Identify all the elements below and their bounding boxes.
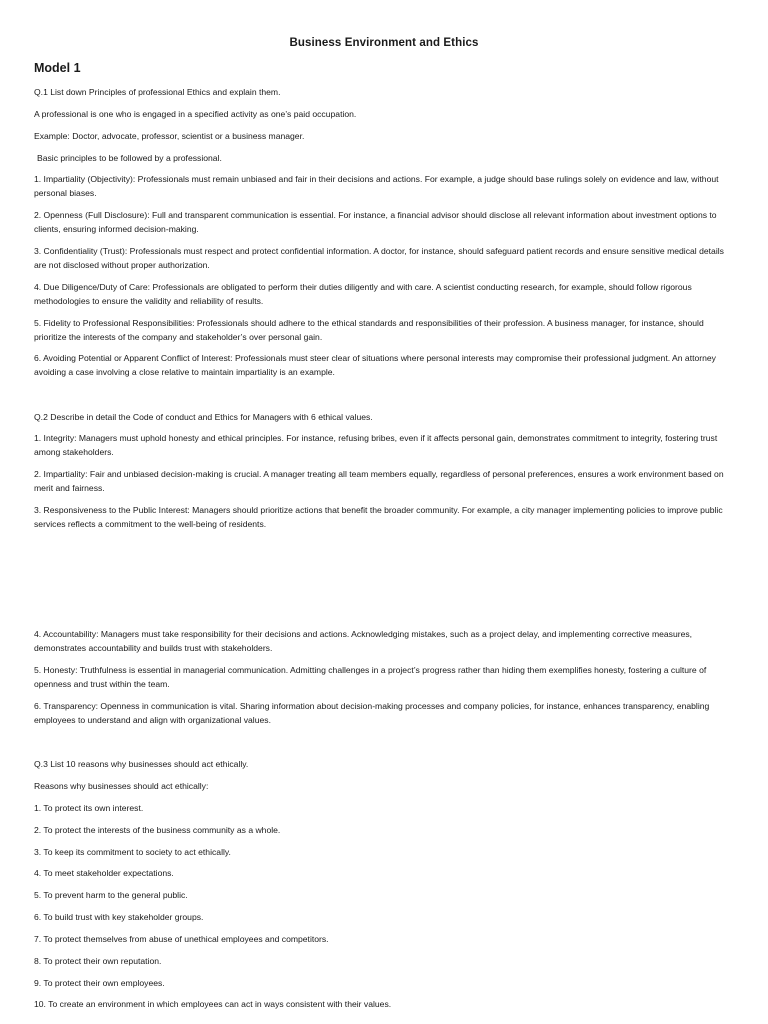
q2-item: 1. Integrity: Managers must uphold honesty and ethical principles. For instance, refusing bribes, even if it affects personal gain, demonstrates commitment to integrity, fostering trust among stakeholders. — [34, 433, 718, 457]
q2-item: 2. Impartiality: Fair and unbiased decision-making is crucial. A manager treating all team members equally, regardless of personal preferences, ensures a work environment based on merit and fairness. — [34, 469, 724, 493]
q3-item: 10. To create an environment in which employees can act in ways consistent with their values. — [34, 999, 392, 1009]
q1-intro: Basic principles to be followed by a professional. — [37, 153, 222, 163]
q3-question: Q.3 List 10 reasons why businesses should act ethically. — [34, 759, 249, 769]
q3-item: 6. To build trust with key stakeholder groups. — [34, 912, 204, 922]
document-title: Business Environment and Ethics — [289, 37, 479, 49]
q3-item: 9. To protect their own employees. — [34, 978, 165, 988]
q3-item: 2. To protect the interests of the business community as a whole. — [34, 825, 281, 835]
q1-item: 5. Fidelity to Professional Responsibilities: Professionals should adhere to the ethical standards and responsibilities of their profession. A business manager, for instance, should prioritize the interests of the company and stakeholder’s over personal gain. — [34, 318, 704, 342]
q3-item: 8. To protect their own reputation. — [34, 956, 162, 966]
q1-item: 2. Openness (Full Disclosure): Full and transparent communication is essential. For instance, a financial advisor should disclose all relevant information about investment options to clients, ensuring informed decision-making. — [34, 210, 717, 234]
model-heading: Model 1 — [34, 61, 81, 75]
q1-question: Q.1 List down Principles of professional Ethics and explain them. — [34, 87, 281, 97]
q2-item: 3. Responsiveness to the Public Interest: Managers should prioritize actions that benefit the broader community. For example, a city manager implementing policies to improve public services reflects a commitment to the well-being of residents. — [34, 505, 723, 529]
q3-item: 1. To protect its own interest. — [34, 803, 144, 813]
q1-item: 3. Confidentiality (Trust): Professionals must respect and protect confidential information. A doctor, for instance, should safeguard patient records and ensure sensitive medical details are not disclosed without proper authorization. — [34, 246, 724, 270]
q3-item: 4. To meet stakeholder expectations. — [34, 868, 174, 878]
q1-definition: A professional is one who is engaged in a specified activity as one’s paid occupation. — [34, 109, 357, 119]
q3-item: 7. To protect themselves from abuse of unethical employees and competitors. — [34, 934, 329, 944]
q3-item: 5. To prevent harm to the general public. — [34, 890, 188, 900]
q1-item: 6. Avoiding Potential or Apparent Conflict of Interest: Professionals must steer clear of situations where personal interests may compromise their professional judgment. An attorney avoiding a case involving a close relative to maintain impartiality is an example. — [34, 353, 716, 377]
q1-example: Example: Doctor, advocate, professor, scientist or a business manager. — [34, 131, 305, 141]
q1-item: 4. Due Diligence/Duty of Care: Professionals are obligated to perform their duties diligently and with care. A scientist conducting research, for example, should follow rigorous methodologies to ensure the validity and reliability of results. — [34, 282, 692, 306]
q3-intro: Reasons why businesses should act ethically: — [34, 781, 209, 791]
q1-item: 1. Impartiality (Objectivity): Professionals must remain unbiased and fair in their decisions and actions. For example, a judge should base rulings solely on evidence and law, without personal biases. — [34, 174, 719, 198]
q2-question: Q.2 Describe in detail the Code of conduct and Ethics for Managers with 6 ethical values. — [34, 412, 373, 422]
q3-item: 3. To keep its commitment to society to act ethically. — [34, 847, 231, 857]
q2-item: 4. Accountability: Managers must take responsibility for their decisions and actions. Acknowledging mistakes, such as a project delay, and implementing corrective measures, demonstrates accountability and builds trust with stakeholders. — [34, 629, 693, 653]
q2-item: 6. Transparency: Openness in communication is vital. Sharing information about decision-making processes and company policies, for instance, enhances transparency, enabling employees to understand and align with organizational values. — [34, 701, 710, 725]
q2-item: 5. Honesty: Truthfulness is essential in managerial communication. Admitting challenges in a project’s progress rather than hiding them exemplifies honesty, fostering a culture of openness and trust within the team. — [34, 665, 707, 689]
